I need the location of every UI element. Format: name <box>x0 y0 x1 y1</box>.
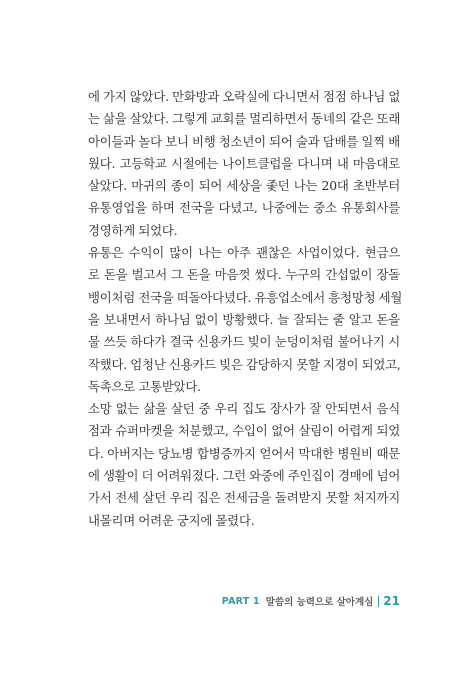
text-line: 로 돈을 벌고서 그 돈을 마음껏 썼다. 누구의 간섭없이 장돌 <box>88 267 400 283</box>
text-line: 소망 없는 삶을 살던 중 우리 집도 장사가 잘 안되면서 음식 <box>88 401 400 417</box>
text-line: 작했다. 엄청난 신용카드 빚은 감당하지 못할 지경이 되었고, <box>88 356 401 372</box>
text-line: 유통은 수익이 많이 나는 아주 괜찮은 사업이었다. 현금으 <box>88 245 400 261</box>
text-line: 에 가지 않았다. 만화방과 오락실에 다니면서 점점 하나님 없 <box>88 89 401 104</box>
text-line: 점과 슈퍼마켓을 처분했고, 수입이 없어 살림이 어렵게 되었 <box>88 423 400 439</box>
text-line: 가서 전세 살던 우리 집은 전세금을 돌려받지 못할 처지까지 <box>88 490 400 506</box>
text-line: 다. 아버지는 당뇨병 합병증까지 얻어서 막대한 병원비 때문 <box>88 445 400 461</box>
body-text <box>88 86 403 532</box>
text-line: 물 쓰듯 하다가 결국 신용카드 빚이 눈덩이처럼 불어나기 시 <box>88 334 400 350</box>
page-number: 21 <box>383 594 400 608</box>
footer-divider <box>378 596 379 607</box>
text-line: 살았다. 마귀의 종이 되어 세상을 좇던 나는 20대 초반부터 <box>88 178 400 194</box>
text-line: 아이들과 놀다 보니 비행 청소년이 되어 술과 담배를 일찍 배 <box>88 133 400 149</box>
text-line: 유통영업을 하며 전국을 다녔고, 나중에는 중소 유통회사를 <box>88 200 400 216</box>
footer-part-label: PART 1 <box>221 595 260 607</box>
page-footer <box>222 591 400 611</box>
footer-chapter-title: 말씀의 능력으로 살아계심 <box>265 597 374 608</box>
text-line: 웠다. 고등학교 시절에는 나이트클럽을 다니며 내 마음대로 <box>88 155 400 171</box>
text-line: 는 삶을 살았다. 그렇게 교회를 멀리하면서 동네의 같은 또래 <box>88 111 401 127</box>
text-line: 경영하게 되었다. <box>88 222 178 238</box>
text-line: 뱅이처럼 전국을 떠돌아다녔다. 유흥업소에서 흥청망청 세월 <box>88 289 403 305</box>
text-line: 내몰리며 어려운 궁지에 몰렸다. <box>88 512 255 528</box>
text-line: 을 보내면서 하나님 없이 방황했다. 늘 잘되는 줄 알고 돈을 <box>88 311 400 327</box>
text-line: 독촉으로 고통받았다. <box>88 378 201 394</box>
text-line: 에 생활이 더 어려워졌다. 그런 와중에 주인집이 경매에 넘어 <box>88 468 401 484</box>
